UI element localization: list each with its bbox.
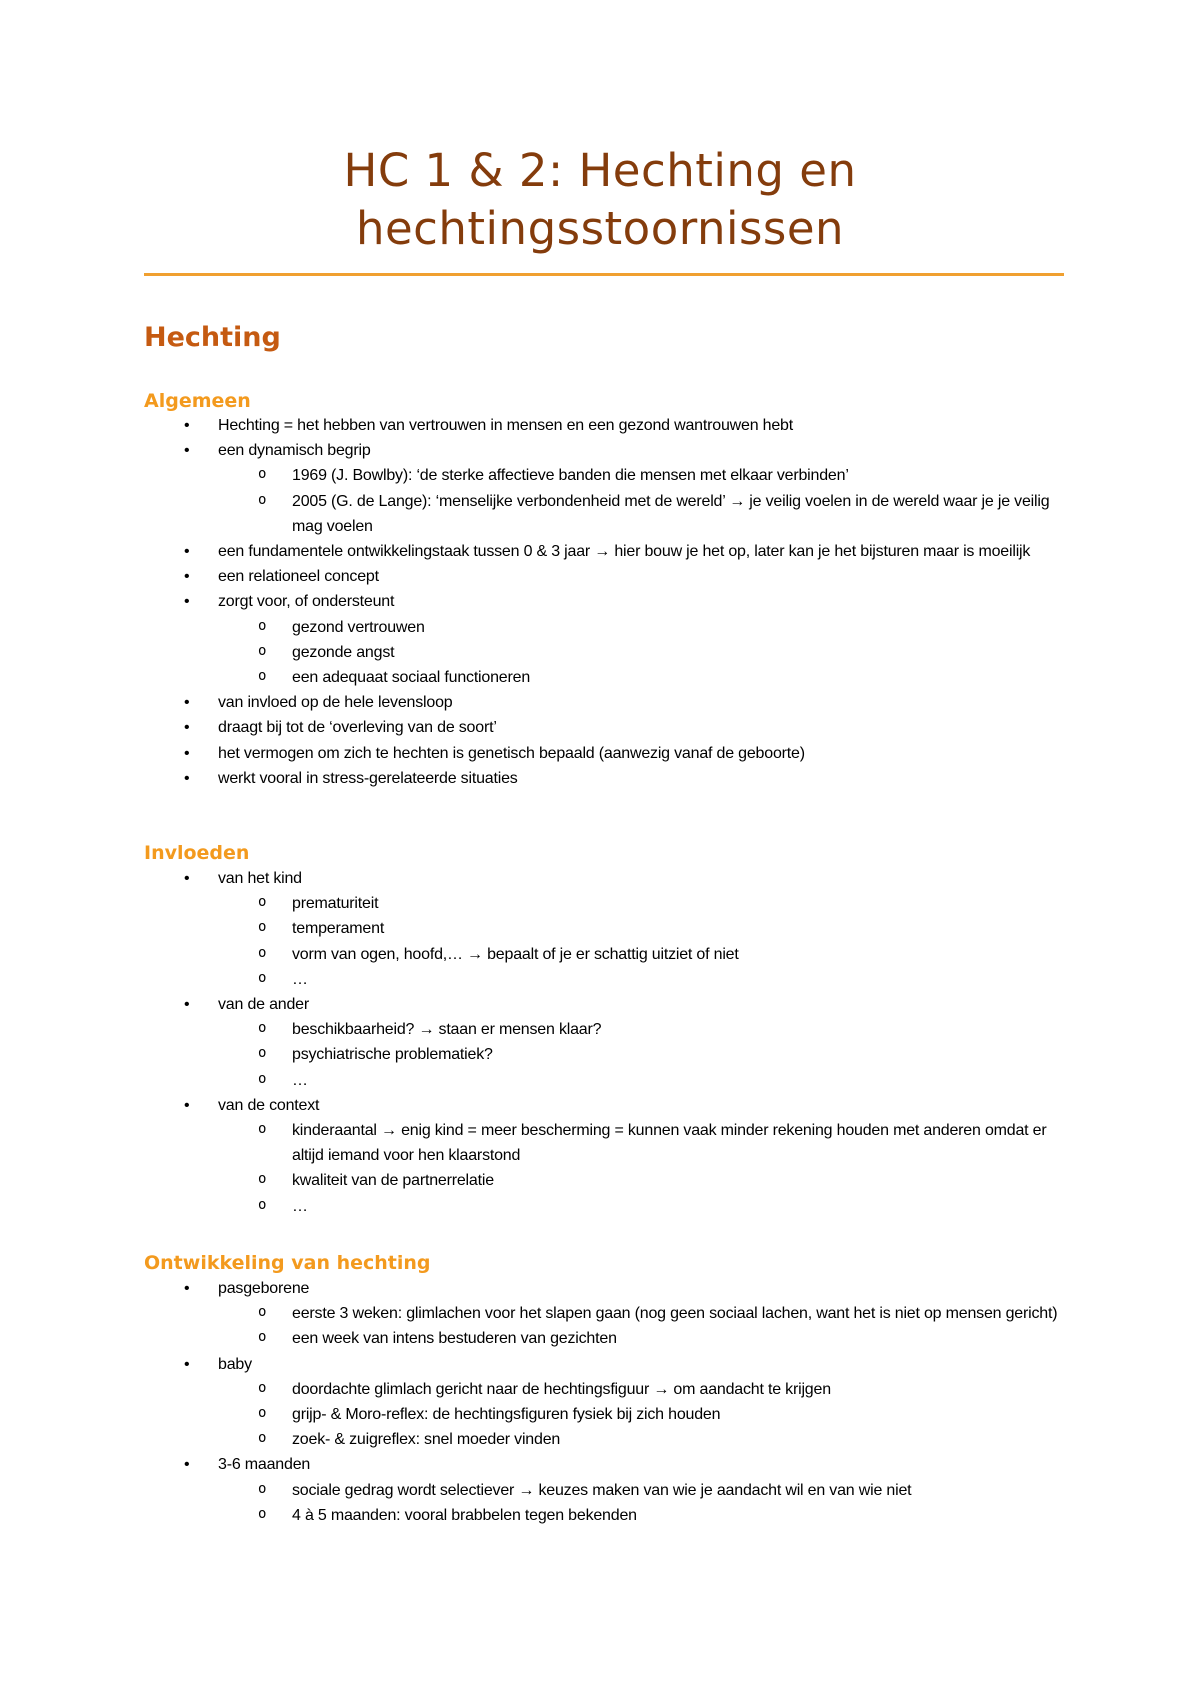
sub-list-item: o een adequaat sociaal functioneren <box>218 665 1074 690</box>
invloeden-list <box>144 866 1074 1219</box>
list-item <box>144 539 1074 564</box>
list-item-text: zorgt voor, of ondersteunt <box>218 593 395 611</box>
list-item <box>144 866 1074 992</box>
list-item-text: 3-6 maanden <box>218 1456 311 1474</box>
sub-list <box>218 1301 1074 1351</box>
list-item <box>144 766 1074 791</box>
list-item <box>144 438 1074 539</box>
sub-list-item: o psychiatrische problematiek? <box>218 1042 1074 1067</box>
sub-list <box>218 615 1074 691</box>
list-item-text: het vermogen om zich te hechten is genetisch bepaald (aanwezig vanaf de geboorte) <box>218 744 805 762</box>
list-item <box>144 1452 1074 1528</box>
sub-list-item: o gezonde angst <box>218 640 1074 665</box>
ontwikkeling-list <box>144 1276 1074 1528</box>
sub-list <box>218 1118 1074 1219</box>
list-item <box>144 741 1074 766</box>
list-item-text: van invloed op de hele levensloop <box>218 694 453 712</box>
list-item <box>144 1093 1074 1219</box>
list-item <box>144 589 1074 690</box>
sub-list-item: o kinderaantal → enig kind = meer bescherming = kunnen vaak minder rekening houden met anderen omdat er altijd iemand voor hen klaarstond <box>218 1118 1074 1168</box>
list-item-text: van het kind <box>218 870 302 887</box>
title-line-1: HC 1 & 2: Hechting en <box>343 144 857 197</box>
list-item <box>144 715 1074 740</box>
list-item-text: een fundamentele ontwikkelingstaak tussen 0 & 3 jaar → hier bouw je het op, later kan je het bijsturen maar is moeilijk <box>218 543 1031 561</box>
sub-list-item: o prematuriteit <box>218 891 1074 916</box>
heading-invloeden: Invloeden <box>144 842 250 864</box>
document-title <box>0 142 1200 258</box>
sub-list <box>218 463 1074 539</box>
sub-list-item: o beschikbaarheid? → staan er mensen klaar? <box>218 1017 1074 1042</box>
list-item <box>144 564 1074 589</box>
list-item-text: een dynamisch begrip <box>218 442 371 460</box>
sub-list-item: o grijp- & Moro-reflex: de hechtingsfiguren fysiek bij zich houden <box>218 1402 1074 1427</box>
sub-list-item: o temperament <box>218 916 1074 941</box>
sub-list <box>218 1478 1074 1528</box>
sub-list-item: o sociale gedrag wordt selectiever → keuzes maken van wie je aandacht wil en van wie niet <box>218 1478 1074 1503</box>
sub-list-item: o gezond vertrouwen <box>218 615 1074 640</box>
sub-list-item: o … <box>218 1194 1074 1219</box>
sub-list <box>218 891 1074 992</box>
heading-algemeen: Algemeen <box>144 390 251 412</box>
list-item-text: pasgeborene <box>218 1280 310 1297</box>
list-item-text: draagt bij tot de ‘overleving van de soort’ <box>218 719 497 737</box>
sub-list-item: o zoek- & zuigreflex: snel moeder vinden <box>218 1427 1074 1452</box>
sub-list-item: o een week van intens bestuderen van gezichten <box>218 1326 1074 1351</box>
list-item <box>144 690 1074 715</box>
heading-hechting: Hechting <box>144 322 281 353</box>
sub-list-item: o … <box>218 967 1074 992</box>
list-item-text: een relationeel concept <box>218 568 379 586</box>
list-item-text: werkt vooral in stress-gerelateerde situaties <box>218 769 518 787</box>
sub-list <box>218 1377 1074 1453</box>
title-line-2: hechtingsstoornissen <box>355 202 845 255</box>
sub-list-item: o 1969 (J. Bowlby): ‘de sterke affectieve banden die mensen met elkaar verbinden’ <box>218 463 1074 488</box>
title-underline <box>144 273 1064 276</box>
sub-list-item: o eerste 3 weken: glimlachen voor het slapen gaan (nog geen sociaal lachen, want het is niet op mensen gericht) <box>218 1301 1074 1326</box>
list-item-text: van de context <box>218 1096 320 1114</box>
sub-list <box>218 1017 1074 1093</box>
list-item <box>144 1276 1074 1352</box>
list-item-text: Hechting = het hebben van vertrouwen in mensen en een gezond wantrouwen hebt <box>218 417 793 434</box>
list-item-text: van de ander <box>218 996 310 1014</box>
heading-ontwikkeling: Ontwikkeling van hechting <box>144 1252 431 1274</box>
sub-list-item: o 4 à 5 maanden: vooral brabbelen tegen bekenden <box>218 1503 1074 1528</box>
list-item <box>144 1352 1074 1453</box>
list-item <box>144 413 1074 438</box>
list-item-text: baby <box>218 1355 252 1373</box>
sub-list-item: o 2005 (G. de Lange): ‘menselijke verbondenheid met de wereld’ → je veilig voelen in de wereld waar je je veilig mag voelen <box>218 489 1074 539</box>
sub-list-item: o … <box>218 1068 1074 1093</box>
list-item <box>144 992 1074 1093</box>
sub-list-item: o vorm van ogen, hoofd,… → bepaalt of je er schattig uitziet of niet <box>218 942 1074 967</box>
algemeen-list <box>144 413 1074 791</box>
sub-list-item: o kwaliteit van de partnerrelatie <box>218 1168 1074 1193</box>
sub-list-item: o doordachte glimlach gericht naar de hechtingsfiguur → om aandacht te krijgen <box>218 1377 1074 1402</box>
